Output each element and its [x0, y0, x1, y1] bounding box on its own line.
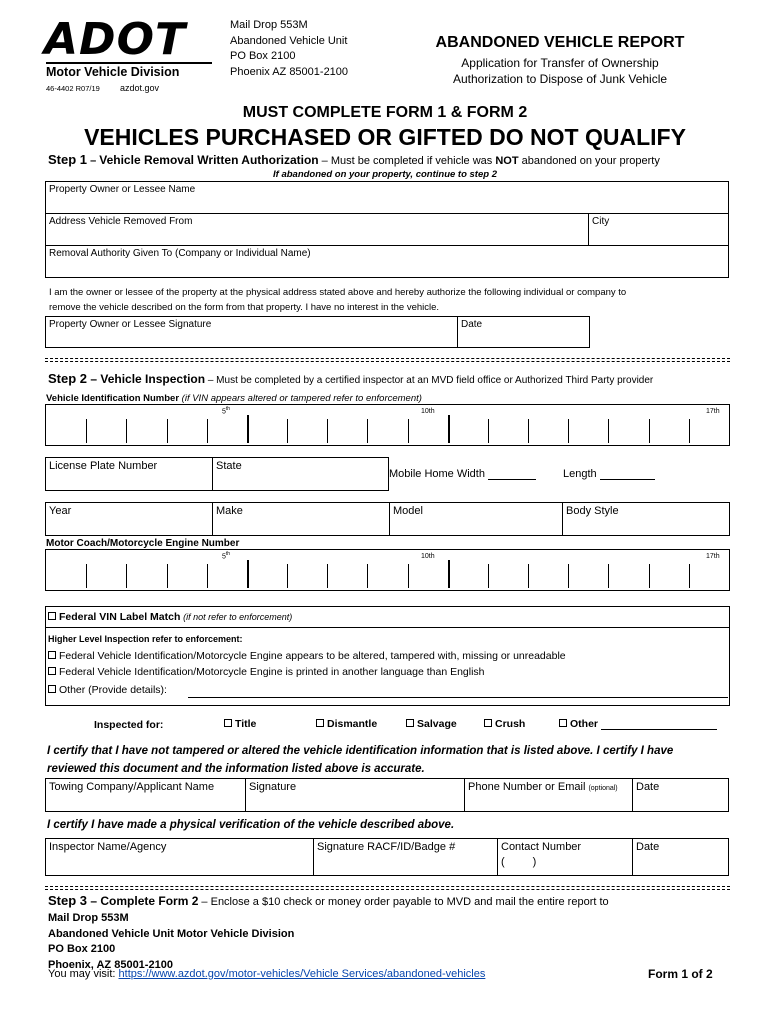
dashed-separator: [45, 889, 730, 890]
check-altered[interactable]: [48, 650, 566, 662]
step2-note: – Must be completed by a certified inspector at an MVD field office or Authorized Third Party provider: [205, 375, 654, 386]
length-field: [563, 468, 655, 480]
char-cell-divider: [408, 419, 409, 443]
field-label: Date: [461, 319, 483, 330]
char-cell-divider: [167, 564, 168, 588]
pos-label: 5: [222, 408, 226, 416]
option-crush[interactable]: [484, 718, 525, 730]
check-label: Federal Vehicle Identification/Motorcycle Engine is printed in another language than English: [59, 666, 485, 678]
char-cell-divider: [86, 419, 87, 443]
field-label: Mobile Home Width: [389, 468, 485, 480]
vin-pos-17: 17th: [706, 408, 720, 415]
char-cell-divider: [488, 419, 489, 443]
step1-note-end: abandoned on your property: [518, 155, 660, 167]
federal-vin-label: Federal VIN Label Match: [59, 611, 181, 623]
address-line: Abandoned Vehicle Unit: [230, 34, 348, 47]
char-cell-divider: [689, 419, 690, 443]
field-label: Length: [563, 468, 597, 480]
checkbox-icon[interactable]: [48, 651, 56, 659]
char-cell-divider: [287, 564, 288, 588]
vin-label-text: Vehicle Identification Number: [46, 393, 180, 404]
field-label: License Plate Number: [49, 460, 158, 472]
option-title[interactable]: [224, 718, 256, 730]
header-address: [230, 18, 348, 80]
field-label: Phone Number or Email: [468, 781, 586, 793]
char-cell-divider: [126, 419, 127, 443]
char-cell-divider: [207, 419, 208, 443]
char-cell-divider: [488, 564, 489, 588]
char-cell-divider: [608, 564, 609, 588]
option-dismantle[interactable]: [316, 718, 377, 730]
option-label: Dismantle: [327, 718, 378, 730]
not-qualify-notice: VEHICLES PURCHASED OR GIFTED DO NOT QUALIFY: [84, 124, 686, 150]
char-cell-divider: [367, 419, 368, 443]
vin-grid[interactable]: [45, 404, 730, 446]
checkbox-icon[interactable]: [559, 719, 567, 727]
form-number: Form 1 of 2: [648, 967, 713, 981]
certify-verification-text: I certify I have made a physical verification of the vehicle described above.: [47, 819, 455, 831]
engine-pos-10: 10th: [421, 553, 435, 560]
inspector-name-field[interactable]: [46, 839, 313, 875]
inspected-for-label: Inspected for:: [94, 719, 164, 731]
field-label: Model: [393, 505, 423, 517]
checkbox-icon[interactable]: [48, 612, 56, 620]
owner-signature-field[interactable]: [46, 317, 457, 347]
vin-pos-10: 10th: [421, 408, 435, 415]
check-language[interactable]: [48, 666, 485, 678]
adot-logo: ADOT: [44, 14, 186, 65]
step1-note-bold: NOT: [495, 155, 519, 167]
char-cell-divider: [207, 564, 208, 588]
removal-authority-field[interactable]: [46, 246, 728, 277]
report-subtitle: [400, 55, 720, 87]
field-label: Inspector Name/Agency: [49, 841, 167, 853]
checkbox-icon[interactable]: [48, 667, 56, 675]
step2-label: Step 2: [48, 371, 88, 386]
char-cell-divider: [327, 564, 328, 588]
mailing-address: [48, 911, 294, 973]
dashed-separator: [45, 358, 730, 359]
field-label: Signature: [249, 781, 297, 793]
federal-vin-match[interactable]: [48, 611, 292, 623]
step3-note: – Enclose a $10 check or money order payable to MVD and mail the entire report to: [198, 896, 609, 908]
owner-statement: [49, 285, 626, 315]
address-line: Mail Drop 553M: [230, 19, 308, 31]
field-label: Make: [216, 505, 243, 517]
city-field[interactable]: [589, 214, 728, 245]
subtitle-line: Application for Transfer of Ownership: [461, 56, 659, 70]
website-text: azdot.gov: [120, 83, 160, 93]
divider: [45, 627, 730, 628]
certify-tamper-text: [47, 742, 673, 778]
checkbox-icon[interactable]: [316, 719, 324, 727]
char-cell-divider: [167, 419, 168, 443]
logo-divider: [46, 62, 212, 64]
vin-label: [46, 393, 422, 404]
paren-close: ): [532, 856, 537, 868]
step3-heading: [48, 893, 609, 908]
char-cell-divider: [689, 564, 690, 588]
owner-name-field[interactable]: [46, 182, 728, 213]
certify-line: reviewed this document and the information listed above is accurate.: [47, 763, 425, 775]
optional-tag: (optional): [588, 785, 618, 792]
field-label: Property Owner or Lessee Signature: [49, 319, 212, 330]
field-label: Year: [49, 505, 72, 517]
pos-label: 5: [222, 553, 226, 561]
mail-line: Mail Drop 553M: [48, 912, 129, 924]
paren-open: (: [501, 856, 505, 868]
license-plate-field[interactable]: [46, 458, 212, 490]
step1-dash: –: [87, 155, 100, 167]
char-cell-divider: [327, 419, 328, 443]
field-label: Body Style: [566, 505, 619, 517]
other-details-input[interactable]: [188, 697, 728, 698]
report-title: ABANDONED VEHICLE REPORT: [435, 34, 685, 51]
step1-subnote: If abandoned on your property, continue to step 2: [273, 169, 497, 180]
field-label: Contact Number: [501, 841, 582, 853]
char-cell-divider: [247, 560, 249, 588]
federal-vin-note: (if not refer to enforcement): [183, 612, 293, 622]
step2-dash: –: [87, 372, 101, 386]
vin-pos-5: [222, 406, 230, 415]
phone-email-field[interactable]: [465, 779, 632, 811]
option-salvage[interactable]: [406, 718, 457, 730]
applicant-signature-field[interactable]: [246, 779, 464, 811]
option-label: Title: [235, 718, 257, 730]
inspector-date-field[interactable]: [633, 839, 728, 875]
mobile-home-width-input[interactable]: [488, 468, 536, 480]
statement-line: remove the vehicle described on the form from that property. I have no interest in the vehicle.: [49, 302, 440, 313]
step3-title: Complete Form 2: [100, 894, 199, 908]
address-line: Phoenix AZ 85001-2100: [230, 65, 349, 78]
form-code: 46-4402 R07/19: [46, 84, 100, 93]
char-cell-divider: [528, 419, 529, 443]
pos-sup: th: [225, 551, 231, 557]
model-field[interactable]: [390, 503, 562, 535]
char-cell-divider: [287, 419, 288, 443]
address-removed-field[interactable]: [46, 214, 588, 245]
mail-line: Abandoned Vehicle Unit Motor Vehicle Division: [48, 927, 295, 940]
inspector-signature-field[interactable]: [314, 839, 497, 875]
dashed-separator: [45, 361, 730, 362]
address-line: PO Box 2100: [230, 50, 296, 62]
option-label: Salvage: [417, 718, 457, 730]
visit-prefix: You may visit:: [48, 968, 119, 980]
field-label: Property Owner or Lessee Name: [49, 184, 196, 195]
state-field[interactable]: [213, 458, 388, 490]
char-cell-divider: [408, 564, 409, 588]
other-inspect-input[interactable]: [601, 718, 717, 730]
engine-number-label: Motor Coach/Motorcycle Engine Number: [46, 538, 240, 549]
field-label: Towing Company/Applicant Name: [49, 781, 215, 793]
subtitle-line: Authorization to Dispose of Junk Vehicle: [452, 72, 668, 86]
char-cell-divider: [247, 415, 249, 443]
char-cell-divider: [528, 564, 529, 588]
char-cell-divider: [649, 564, 650, 588]
field-label: Removal Authority Given To (Company or Individual Name): [49, 248, 311, 259]
step1-note: – Must be completed if vehicle was: [318, 155, 496, 167]
field-label: Date: [636, 781, 660, 793]
engine-number-grid[interactable]: [45, 549, 730, 591]
body-style-field[interactable]: [563, 503, 729, 535]
applicant-date-field[interactable]: [633, 779, 728, 811]
checkbox-icon[interactable]: [224, 719, 232, 727]
higher-level-label: Higher Level Inspection refer to enforcement:: [48, 634, 243, 644]
division-name: Motor Vehicle Division: [46, 65, 180, 79]
field-label: Date: [636, 841, 660, 853]
char-cell-divider: [568, 419, 569, 443]
option-label: Other: [570, 718, 599, 730]
mail-line: Phoenix, AZ 85001-2100: [48, 958, 173, 971]
field-label: Address Vehicle Removed From: [49, 216, 193, 227]
step3-dash: –: [87, 894, 101, 908]
certify-line: I certify that I have not tampered or altered the vehicle identification information that is listed above. I certify I have: [47, 745, 674, 757]
field-label: City: [592, 216, 610, 227]
option-label: Crush: [495, 718, 526, 730]
step1-title: Vehicle Removal Written Authorization: [99, 153, 319, 167]
step1-label: Step 1: [48, 152, 88, 167]
mobile-home-width: [389, 468, 536, 480]
make-field[interactable]: [213, 503, 389, 535]
step2-heading: [48, 371, 653, 386]
vin-note: (if VIN appears altered or tampered refer to enforcement): [181, 393, 422, 404]
checkbox-icon[interactable]: [48, 685, 56, 693]
char-cell-divider: [86, 564, 87, 588]
towing-company-field[interactable]: [46, 779, 245, 811]
abandoned-vehicles-link[interactable]: https://www.azdot.gov/motor-vehicles/Vehicle Services/abandoned-vehicles: [118, 968, 486, 980]
char-cell-divider: [448, 415, 450, 443]
char-cell-divider: [126, 564, 127, 588]
field-label: Signature RACF/ID/Badge #: [317, 841, 456, 853]
statement-line: I am the owner or lessee of the property at the physical address stated above and hereby authorize the following individual or company to: [49, 287, 627, 298]
checkbox-icon[interactable]: [484, 719, 492, 727]
mail-line: PO Box 2100: [48, 943, 116, 955]
phone-parens: [501, 856, 629, 868]
pos-sup: th: [225, 406, 231, 412]
length-input[interactable]: [600, 468, 655, 480]
option-other[interactable]: [559, 718, 717, 730]
step1-heading: [48, 152, 660, 167]
step3-label: Step 3: [48, 893, 88, 908]
contact-number-field[interactable]: [498, 839, 632, 875]
visit-line: [48, 968, 485, 980]
char-cell-divider: [608, 419, 609, 443]
owner-date-field[interactable]: [458, 317, 589, 347]
check-label: Other (Provide details):: [59, 684, 167, 696]
dashed-separator: [45, 886, 730, 887]
checkbox-icon[interactable]: [406, 719, 414, 727]
char-cell-divider: [568, 564, 569, 588]
must-complete-notice: MUST COMPLETE FORM 1 & FORM 2: [242, 104, 528, 121]
char-cell-divider: [649, 419, 650, 443]
check-label: Federal Vehicle Identification/Motorcycle Engine appears to be altered, tampered with, missing or unreadable: [59, 650, 566, 662]
field-label: State: [216, 460, 242, 472]
year-field[interactable]: [46, 503, 212, 535]
char-cell-divider: [367, 564, 368, 588]
check-other[interactable]: [48, 684, 167, 696]
engine-pos-17: 17th: [706, 553, 720, 560]
engine-pos-5: [222, 551, 230, 560]
step2-title: Vehicle Inspection: [100, 372, 206, 386]
char-cell-divider: [448, 560, 450, 588]
